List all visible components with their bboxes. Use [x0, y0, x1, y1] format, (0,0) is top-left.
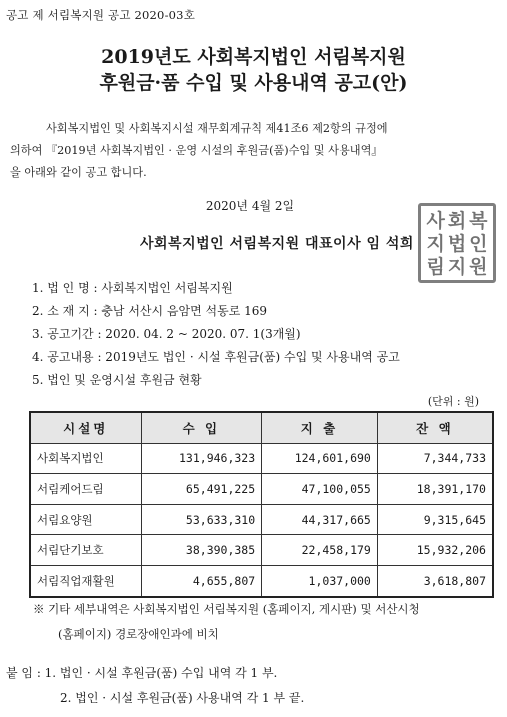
item-address: 2. 소 재 지 : 충남 서산시 음암면 석동로 169 — [32, 304, 268, 318]
cell-balance: 15,932,206 — [377, 535, 493, 566]
cell-facility: 서림직업재활원 — [30, 565, 141, 596]
donation-table — [29, 411, 494, 598]
table-row — [30, 565, 493, 596]
signer-name: 사회복지법인 서림복지원 대표이사 임 석희 — [140, 236, 414, 252]
table-header-row — [30, 412, 493, 443]
cell-balance: 9,315,645 — [377, 504, 493, 535]
header-income: 수 입 — [141, 412, 262, 443]
cell-facility: 사회복지법인 — [30, 443, 141, 474]
intro-paragraph-line3: 을 아래와 같이 공고 합니다. — [10, 166, 147, 179]
attachment-line2: 2. 법인 · 시설 후원금(품) 사용내역 각 1 부 끝. — [60, 691, 305, 705]
seal-glyph: 인 — [469, 233, 488, 255]
cell-income: 65,491,225 — [141, 474, 262, 505]
item-donation-status: 5. 법인 및 운영시설 후원금 현황 — [32, 373, 202, 387]
notice-date: 2020년 4월 2일 — [205, 199, 295, 213]
cell-expense: 47,100,055 — [262, 474, 378, 505]
note-line2: (홈페이지) 경로장애인과에 비치 — [58, 627, 219, 641]
seal-glyph: 림 — [426, 256, 445, 278]
cell-expense: 22,458,179 — [262, 535, 378, 566]
seal-glyph: 사 — [426, 210, 445, 232]
table-row — [30, 504, 493, 535]
header-expense: 지 출 — [262, 412, 378, 443]
seal-glyph: 지 — [447, 256, 467, 278]
table-row — [30, 474, 493, 505]
cell-balance: 3,618,807 — [377, 565, 493, 596]
intro-paragraph-line2: 의하여 『2019년 사회복지법인 · 운영 시설의 후원금(품)수입 및 사용내역』 — [10, 144, 383, 157]
table-row — [30, 535, 493, 566]
seal-glyph: 지 — [426, 233, 445, 255]
header-balance: 잔 액 — [377, 412, 493, 443]
unit-label: (단위 : 원) — [427, 395, 479, 408]
document-title-line1: 2019년도 사회복지법인 서림복지원 — [101, 46, 406, 68]
item-notice-period: 3. 공고기간 : 2020. 04. 2 ~ 2020. 07. 1(3개월) — [32, 327, 301, 341]
cell-facility: 서림요양원 — [30, 504, 141, 535]
table-row — [30, 443, 493, 474]
intro-paragraph-line1: 사회복지법인 및 사회복지시설 재무회계규칙 제41조6 제2항의 규정에 — [46, 122, 388, 135]
official-seal-stamp — [418, 203, 496, 283]
cell-expense: 1,037,000 — [262, 565, 378, 596]
cell-facility: 서림케어드림 — [30, 474, 141, 505]
cell-balance: 18,391,170 — [377, 474, 493, 505]
item-notice-content: 4. 공고내용 : 2019년도 법인 · 시설 후원금(품) 수입 및 사용내역 공고 — [32, 350, 400, 364]
seal-glyph: 복 — [469, 210, 488, 232]
note-line1: ※ 기타 세부내역은 사회복지법인 서림복지원 (홈페이지, 게시판) 및 서산시청 — [33, 602, 420, 616]
cell-income: 38,390,385 — [141, 535, 262, 566]
item-corporation-name: 1. 법 인 명 : 사회복지법인 서림복지원 — [32, 281, 233, 295]
seal-glyph: 법 — [447, 233, 467, 255]
cell-income: 131,946,323 — [141, 443, 262, 474]
cell-income: 53,633,310 — [141, 504, 262, 535]
cell-income: 4,655,807 — [141, 565, 262, 596]
seal-glyph: 원 — [469, 256, 488, 278]
document-title-line2: 후원금·품 수입 및 사용내역 공고(안) — [99, 72, 408, 94]
notice-number: 공고 제 서림복지원 공고 2020-03호 — [6, 8, 196, 22]
cell-facility: 서림단기보호 — [30, 535, 141, 566]
cell-expense: 124,601,690 — [262, 443, 378, 474]
cell-balance: 7,344,733 — [377, 443, 493, 474]
cell-expense: 44,317,665 — [262, 504, 378, 535]
attachment-line1: 붙 임 : 1. 법인 · 시설 후원금(품) 수입 내역 각 1 부. — [6, 666, 278, 680]
header-facility: 시설명 — [30, 412, 141, 443]
seal-glyph: 회 — [447, 210, 467, 232]
